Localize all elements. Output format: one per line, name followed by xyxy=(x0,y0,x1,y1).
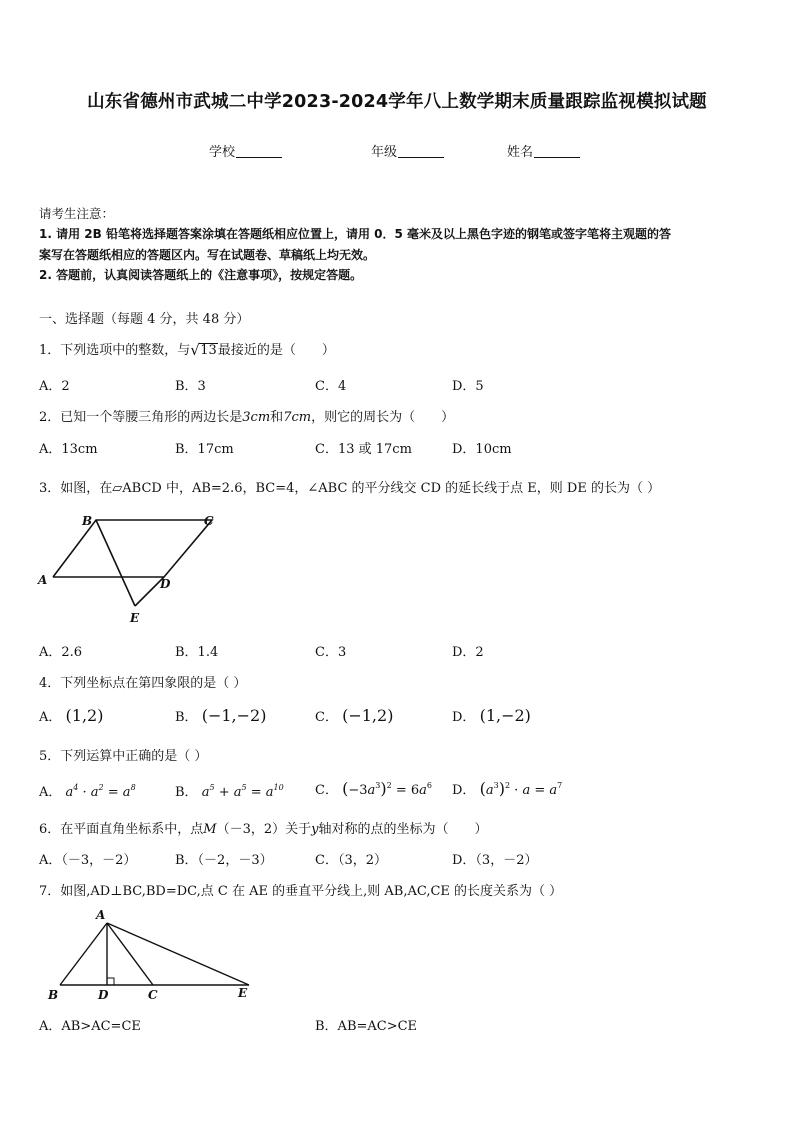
q4-option-a[interactable] xyxy=(39,706,103,725)
bisector-be xyxy=(96,520,135,606)
label-a: A xyxy=(38,573,48,587)
q4-option-b-value: (−1,−2) xyxy=(201,706,267,725)
q5-option-c[interactable] xyxy=(315,779,432,798)
grade-blank[interactable] xyxy=(398,143,444,158)
label-b: B xyxy=(82,514,93,528)
q1-radicand: 13 xyxy=(200,343,217,358)
school-field[interactable] xyxy=(209,141,282,160)
q6-option-a[interactable]: A．（－3，－2） xyxy=(39,853,137,868)
q2-option-c[interactable]: C．13 或 17cm xyxy=(315,442,412,457)
q5-option-a-letter: A． xyxy=(39,785,62,800)
q6-coords: （－3，2）关于 xyxy=(216,822,312,837)
label-c: C xyxy=(204,514,214,528)
name-blank[interactable] xyxy=(534,143,580,158)
school-label: 学校 xyxy=(209,145,236,160)
q6-option-c[interactable]: C．（3，2） xyxy=(315,853,387,868)
q2-text-post: ，则它的周长为（ ） xyxy=(311,410,455,425)
label-a: A xyxy=(96,908,106,922)
q7-option-b[interactable]: B．AB=AC>CE xyxy=(315,1019,418,1034)
grade-field[interactable] xyxy=(371,141,444,160)
q4-option-b[interactable] xyxy=(175,706,266,725)
right-angle-marker xyxy=(107,978,114,985)
q6-text-post: 轴对称的点的坐标为（ ） xyxy=(318,822,488,837)
q4-option-d[interactable] xyxy=(452,706,531,725)
label-d: D xyxy=(98,988,109,1002)
question-7: 7．如图,AD⊥BC,BD=DC,点 C 在 AE 的垂直平分线上,则 AB,AC,CE 的长度关系为（ ） xyxy=(39,884,563,899)
q5-option-d[interactable] xyxy=(452,779,562,798)
question-3: 3．如图，在▱ABCD 中，AB=2.6，BC=4，∠ABC 的平分线交 CD 的延长线于点 E，则 DE 的长为（ ） xyxy=(39,481,661,496)
q3-option-d[interactable]: D．2 xyxy=(452,645,484,660)
q5-option-a[interactable] xyxy=(39,781,136,800)
q4-option-c[interactable] xyxy=(315,706,393,725)
section-heading: 一、选择题（每题 4 分，共 48 分） xyxy=(39,312,250,327)
page-title: 山东省德州市武城二中学2023-2024学年八上数学期末质量跟踪监视模拟试题 xyxy=(87,92,707,112)
q1-option-d[interactable]: D．5 xyxy=(452,379,484,394)
q1-text-pre: 1．下列选项中的整数，与 xyxy=(39,343,191,358)
q1-option-c[interactable]: C．4 xyxy=(315,379,347,394)
q1-option-b[interactable]: B．3 xyxy=(175,379,206,394)
q6-text-pre: 6．在平面直角坐标系中，点 xyxy=(39,822,204,837)
q4-option-c-letter: C． xyxy=(315,710,338,725)
school-blank[interactable] xyxy=(236,143,282,158)
q2-length-b: 7cm xyxy=(283,410,312,425)
q4-option-b-letter: B． xyxy=(175,710,198,725)
segment-ae xyxy=(107,923,249,985)
segment-ab xyxy=(60,923,107,985)
q6-option-d[interactable]: D．（3，－2） xyxy=(452,853,538,868)
name-label: 姓名 xyxy=(507,145,534,160)
q5-option-d-expr: $(a^3)^2 \cdot a = a^7$ xyxy=(479,779,563,798)
q5-option-b-expr: $a^5 + a^5 = a^{10}$ xyxy=(201,783,284,800)
q6-axis: y xyxy=(311,822,319,837)
q1-text-post: 最接近的是（ ） xyxy=(217,343,335,358)
question-1 xyxy=(39,339,335,358)
q4-option-d-letter: D． xyxy=(452,710,476,725)
q2-text-mid: 和 xyxy=(270,410,284,425)
q2-option-b[interactable]: B．17cm xyxy=(175,442,234,457)
label-b: B xyxy=(48,988,59,1002)
question-6 xyxy=(39,818,488,837)
notice-item2: 2. 答题前，认真阅读答题纸上的《注意事项》，按规定答题。 xyxy=(39,268,363,282)
label-e: E xyxy=(130,611,140,625)
q5-option-c-letter: C． xyxy=(315,783,338,798)
q2-text-pre: 2．已知一个等腰三角形的两边长是 xyxy=(39,410,243,425)
grade-label: 年级 xyxy=(371,145,398,160)
notice-item1-line1: 1. 请用 2B 铅笔将选择题答案涂填在答题纸相应位置上，请用 0．5 毫米及以上黑色字迹的钢笔或签字笔将主观题的答 xyxy=(39,227,671,241)
q4-option-d-value: (1,−2) xyxy=(479,706,531,725)
triangle-figure xyxy=(44,905,264,1005)
q5-option-a-expr: $a^4 \cdot a^2 = a^8$ xyxy=(65,783,136,800)
notice-item1-line2: 案写在答题纸相应的答题区内。写在试题卷、草稿纸上均无效。 xyxy=(39,248,376,262)
parallelogram-abcd xyxy=(53,520,212,577)
q2-option-d[interactable]: D．10cm xyxy=(452,442,512,457)
name-field[interactable] xyxy=(507,141,580,160)
label-e: E xyxy=(238,986,248,1000)
q3-option-b[interactable]: B．1.4 xyxy=(175,645,219,660)
sqrt-symbol: √ 13 xyxy=(190,341,217,359)
q1-option-a[interactable]: A．2 xyxy=(39,379,70,394)
q2-length-a: 3cm xyxy=(242,410,271,425)
notice-heading: 请考生注意： xyxy=(39,206,115,221)
q4-option-a-value: (1,2) xyxy=(65,706,104,725)
label-d: D xyxy=(160,577,171,591)
q6-point: M xyxy=(203,822,217,837)
q3-option-c[interactable]: C．3 xyxy=(315,645,347,660)
q5-option-b[interactable] xyxy=(175,781,284,800)
q5-option-d-letter: D． xyxy=(452,783,476,798)
q2-option-a[interactable]: A．13cm xyxy=(39,442,98,457)
q7-option-a[interactable]: A．AB>AC=CE xyxy=(39,1019,141,1034)
q6-option-b[interactable]: B．（－2，－3） xyxy=(175,853,273,868)
q5-option-b-letter: B． xyxy=(175,785,198,800)
label-c: C xyxy=(148,988,158,1002)
question-4: 4．下列坐标点在第四象限的是（ ） xyxy=(39,676,247,691)
question-5: 5．下列运算中正确的是（ ） xyxy=(39,749,208,764)
parallelogram-figure xyxy=(34,508,224,630)
q4-option-a-letter: A． xyxy=(39,710,62,725)
q4-option-c-value: (−1,2) xyxy=(342,706,394,725)
question-2 xyxy=(39,406,454,425)
q3-option-a[interactable]: A．2.6 xyxy=(39,645,83,660)
q5-option-c-expr: $(-3a^3)^2 = 6a^6$ xyxy=(342,779,433,798)
